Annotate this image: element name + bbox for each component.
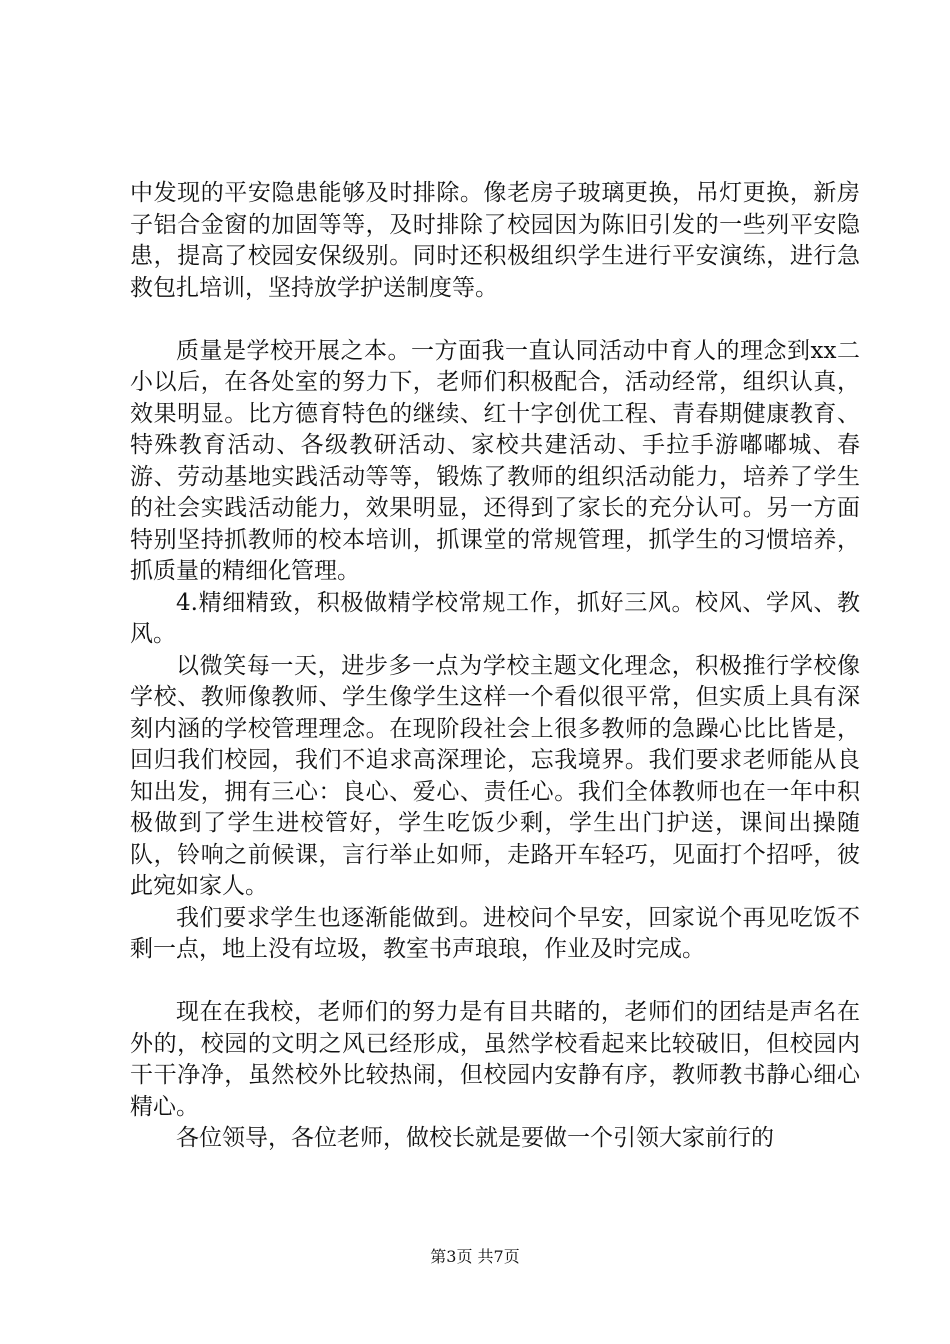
document-body (130, 178, 860, 1155)
paragraph-current-state: 现在在我校，老师们的努力是有目共睹的，老师们的团结是声名在外的，校园的文明之风已经形成，虽然学校看起来比较破旧，但校园内干干净净，虽然校外比较热闹，但校园内安静有序，教师教书静心细心精心。 (130, 999, 860, 1120)
paragraph-quality: 质量是学校开展之本。一方面我一直认同活动中育人的理念到xx二小以后，在各处室的努力下，老师们积极配合，活动经常，组织认真，效果明显。比方德育特色的继续、红十字创优工程、青春期健康教育、特殊教育活动、各级教研活动、家校共建活动、手拉手游嘟嘟城、春游、劳动基地实践活动等等，锻炼了教师的组织活动能力，培养了学生的社会实践活动能力，效果明显，还得到了家长的充分认可。另一方面特别坚持抓教师的校本培训，抓课堂的常规管理，抓学生的习惯培养，抓质量的精细化管理。 (130, 337, 860, 584)
paragraph-gap (130, 966, 860, 998)
page-number-footer: 第3页 共7页 (430, 1247, 520, 1266)
paragraph-students: 我们要求学生也逐渐能做到。进校问个早安，回家说个再见吃饭不剩一点，地上没有垃圾，教室书声琅琅，作业及时完成。 (130, 904, 860, 962)
paragraph-heading-four: 4.精细精致，积极做精学校常规工作，抓好三风。校风、学风、教风。 (130, 589, 860, 647)
paragraph-philosophy: 以微笑每一天，进步多一点为学校主题文化理念，积极推行学校像学校、教师像教师、学生像学生这样一个看似很平常，但实质上具有深刻内涵的学校管理理念。在现阶段社会上很多教师的急躁心比比皆是，回归我们校园，我们不追求高深理论，忘我境界。我们要求老师能从良知出发，拥有三心：良心、爱心、责任心。我们全体教师也在一年中积极做到了学生进校管好，学生吃饭少剩，学生出门护送，课间出操随队，铃响之前候课，言行举止如师，走路开车轻巧，见面打个招呼，彼此宛如家人。 (130, 652, 860, 899)
paragraph-gap (130, 304, 860, 336)
paragraph-safety: 中发现的平安隐患能够及时排除。像老房子玻璃更换，吊灯更换，新房子铝合金窗的加固等等，及时排除了校园因为陈旧引发的一些列平安隐患，提高了校园安保级别。同时还积极组织学生进行平安演练，进行急救包扎培训，坚持放学护送制度等。 (130, 180, 860, 301)
paragraph-closing: 各位领导，各位老师，做校长就是要做一个引领大家前行的 (176, 1125, 774, 1151)
